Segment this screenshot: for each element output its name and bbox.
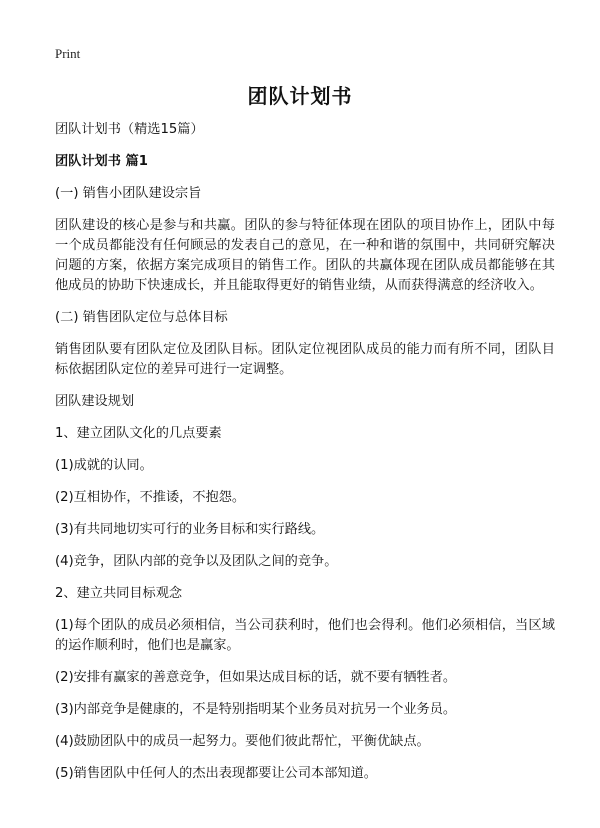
list-item: (3)有共同地切实可行的业务目标和实行路线。	[55, 522, 325, 537]
subsection-heading: (二) 销售团队定位与总体目标	[55, 310, 228, 325]
list-item: (2)互相协作，不推诿，不抱怨。	[55, 490, 246, 505]
document-subtitle: 团队计划书（精选15篇）	[55, 122, 204, 137]
subsection-heading: 团队建设规划	[55, 394, 135, 409]
list-item: (1)每个团队的成员必须相信，当公司获利时，他们也会得利。他们必须相信，当区域的运作顺利时，他们也是赢家。	[55, 618, 555, 653]
list-item: (2)安排有赢家的善意竞争，但如果达成目标的话，就不要有牺牲者。	[55, 670, 457, 685]
list-item: (4)鼓励团队中的成员一起努力。要他们彼此帮忙，平衡优缺点。	[55, 734, 430, 749]
document-title: 团队计划书	[247, 84, 353, 108]
list-item: (5)销售团队中任何人的杰出表现都要让公司本部知道。	[55, 766, 377, 781]
subsection-heading: (一) 销售小团队建设宗旨	[55, 186, 202, 201]
list-heading: 1、建立团队文化的几点要素	[55, 426, 222, 441]
print-label: Print	[55, 46, 81, 61]
section-heading: 团队计划书 篇1	[55, 154, 148, 169]
list-item: (3)内部竞争是健康的，不是特别指明某个业务员对抗另一个业务员。	[55, 702, 457, 717]
paragraph: 团队建设的核心是参与和共赢。团队的参与特征体现在团队的项目协作上，团队中每一个成员都能没有任何顾忌的发表自己的意见，在一种和谐的氛围中，共同研究解决问题的方案，依据方案完成项目的销售工作。团队的共赢体现在团队成员都能够在其他成员的协助下快速成长，并且能取得更好的销售业绩，从而获得满意的经济收入。	[55, 218, 555, 293]
paragraph: 销售团队要有团队定位及团队目标。团队定位视团队成员的能力而有所不同，团队目标依据团队定位的差异可进行一定调整。	[55, 342, 555, 377]
list-item: (1)成就的认同。	[55, 458, 153, 473]
list-item: (4)竞争，团队内部的竞争以及团队之间的竞争。	[55, 554, 338, 569]
document-body	[55, 120, 555, 796]
list-heading: 2、建立共同目标观念	[55, 586, 183, 601]
